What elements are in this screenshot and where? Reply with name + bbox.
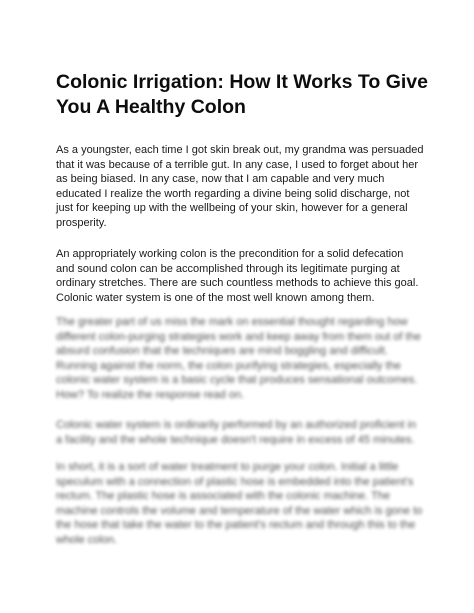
text-line: different colon-purging strategies work and keep away from them out of the — [56, 330, 421, 343]
text-line: An appropriately working colon is the precondition for a solid defecation — [56, 248, 404, 260]
text-line: speculum with a connection of plastic hose is embedded into the patient's — [56, 475, 414, 488]
text-line: ordinary stretches. There are such countless methods to achieve this goal. — [56, 277, 419, 290]
text-line: educated I realize the worth regarding a divine being solid discharge, not — [56, 187, 410, 200]
text-line: Running against the norm, the colon purifying strategies, especially the — [56, 359, 401, 372]
text-line: the hose that take the water to the patient's rectum and through this to the — [56, 519, 416, 532]
text-line: that it was because of a terrible gut. In any case, I used to forget about her — [56, 158, 418, 171]
text-line: The greater part of us miss the mark on essential thought regarding how — [56, 316, 408, 328]
text-line: and sound colon can be accomplished through its legitimate purging at — [56, 262, 400, 275]
text-line: Colonic water system is ordinarily performed by an authorized proficient in — [56, 419, 417, 431]
text-line: colonic water system is a basic cycle that produces sensational outcomes. — [56, 374, 418, 387]
text-line: a facility and the whole technique doesn't require in excess of 45 minutes. — [56, 433, 415, 446]
text-line: just for keeping up with the wellbeing of your skin, however for a general — [56, 202, 408, 215]
document-title — [56, 70, 436, 120]
text-line: as being biased. In any case, now that I am capable and very much — [56, 173, 385, 186]
paragraph-2 — [56, 247, 418, 305]
title-line: Colonic Irrigation: How It Works To Give — [56, 71, 428, 93]
text-line: absurd confusion that the techniques are mind boggling and difficult. — [56, 345, 388, 358]
text-line: machine controls the volume and temperature of the water which is gone to — [56, 504, 423, 517]
text-line: As a youngster, each time I got skin break out, my grandma was persuaded — [56, 144, 424, 156]
text-line: prosperity. — [56, 216, 107, 229]
paragraph-5-blurred — [56, 460, 422, 548]
title-line: You A Healthy Colon — [56, 96, 246, 118]
paragraph-4-blurred — [56, 418, 416, 447]
paragraph-1 — [56, 143, 423, 231]
text-line: whole colon. — [56, 533, 118, 546]
text-line: Colonic water system is one of the most well known among them. — [56, 291, 375, 304]
text-line: How? To realize the response read on. — [56, 388, 245, 401]
text-line: In short, it is a sort of water treatment to purge your colon. Initial a little — [56, 461, 399, 473]
paragraph-3-blurred — [56, 315, 421, 403]
text-line: rectum. The plastic hose is associated with the colonic machine. The — [56, 490, 391, 503]
